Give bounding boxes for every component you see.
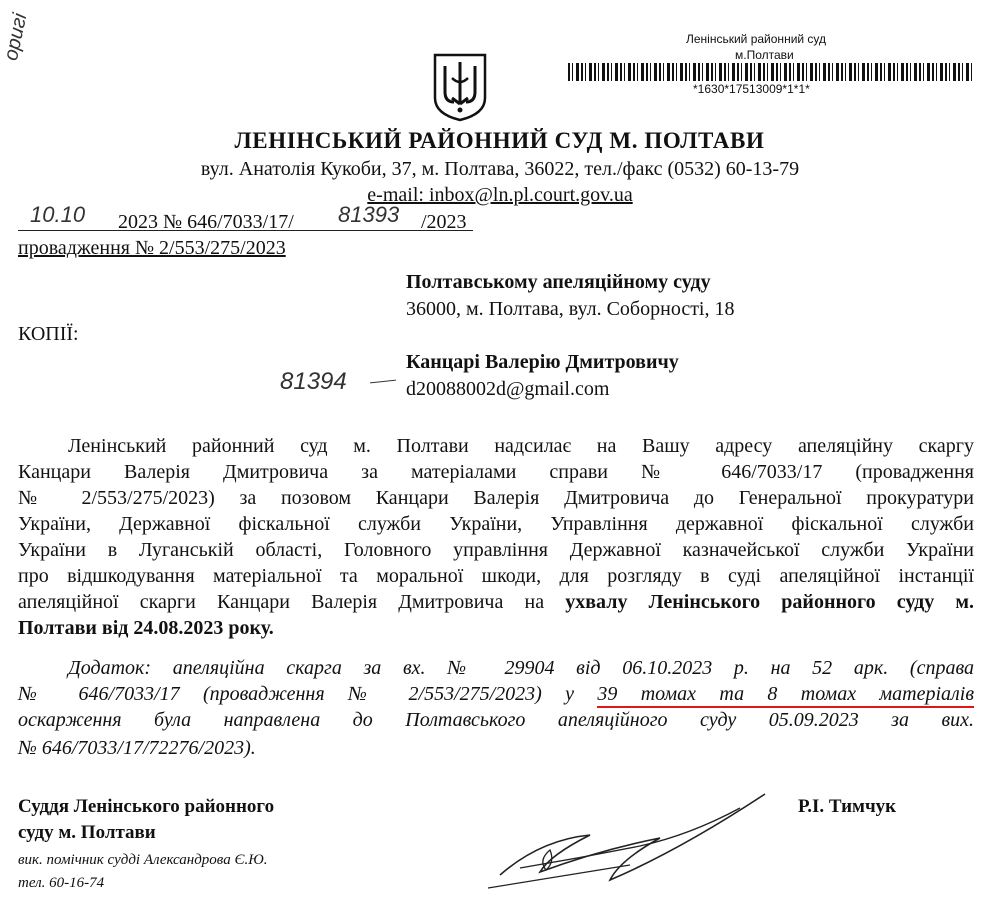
- margin-handwritten-note: оригі: [0, 11, 32, 63]
- addressee-name: Полтавському апеляційному суду: [406, 271, 711, 293]
- signature-position-line-2: суду м. Полтави: [18, 822, 156, 843]
- body-line-2: Канцари Валерія Дмитровича за матеріалами справи № 646/7033/17 (провадження: [18, 461, 974, 483]
- body-line-4: України, Державної фіскальної служби України, Управління державної фіскальної служби: [18, 513, 974, 535]
- handwritten-date: 10.10: [30, 202, 86, 227]
- handwritten-dash: [370, 380, 396, 384]
- executor-line: вик. помічник судді Александрова Є.Ю.: [18, 852, 268, 868]
- reference-year: /2023: [421, 211, 467, 233]
- signature-position-line-1: Суддя Ленінського районного: [18, 796, 275, 817]
- judge-signature: [480, 780, 780, 895]
- attachment-line-2: [18, 682, 974, 708]
- coat-of-arms-emblem: [432, 52, 488, 122]
- body-line-6: про відшкодування матеріальної та моральної шкоди, для розгляду в суді апеляційної інстанції: [18, 565, 974, 587]
- addressee-address: 36000, м. Полтава, вул. Соборності, 18: [406, 298, 735, 320]
- handwritten-reference-number: 81393: [338, 202, 400, 227]
- barcode-number: *1630*17513009*1*1*: [693, 82, 810, 96]
- judge-name: Р.І. Тимчук: [798, 796, 897, 817]
- executor-phone: тел. 60-16-74: [18, 875, 105, 891]
- body-line-1: Ленінський районний суд м. Полтави надсилає на Вашу адресу апеляційну скаргу: [68, 435, 974, 457]
- body-bold-ruling: ухвалу Ленінського районного суду м.: [565, 591, 975, 613]
- attachment-line-3: оскарження була направлена до Полтавського апеляційного суду 05.09.2023 за вих.: [18, 709, 974, 731]
- copy-recipient-name: Канцарі Валерію Дмитровичу: [406, 351, 679, 373]
- stamp-city: м.Полтави: [735, 48, 794, 62]
- court-title: ЛЕНІНСЬКИЙ РАЙОННИЙ СУД М. ПОЛТАВИ: [234, 128, 765, 153]
- body-bold-date: Полтави від 24.08.2023 року.: [18, 617, 274, 639]
- copy-recipient-email: d20088002d@gmail.com: [406, 378, 610, 400]
- copies-label: КОПІЇ:: [18, 323, 79, 345]
- court-address: вул. Анатолія Кукоби, 37, м. Полтава, 36022, тел./факс (0532) 60-13-79: [200, 158, 800, 180]
- body-line-5: України в Луганській області, Головного управління Державної казначейської служби України: [18, 539, 974, 561]
- body-line-7-text: апеляційної скарги Канцари Валерія Дмитровича на: [18, 591, 545, 613]
- stamp-court-name: Ленінський районний суд: [686, 32, 827, 46]
- attachment-line-2-start: № 646/7033/17 (провадження № 2/553/275/2023) у: [18, 683, 575, 705]
- proceeding-number: провадження № 2/553/275/2023: [18, 237, 286, 259]
- body-line-3: № 2/553/275/2023) за позовом Канцари Валерія Дмитровича до Генеральної прокуратури: [18, 487, 974, 509]
- attachment-line-1: Додаток: апеляційна скарга за вх. № 29904 від 06.10.2023 р. на 52 арк. (справа: [68, 657, 974, 679]
- attachment-highlight: 39 томах та 8 томах матеріалів: [597, 683, 974, 708]
- attachment-line-4: № 646/7033/17/72276/2023).: [18, 737, 256, 759]
- handwritten-copy-number: 81394: [280, 368, 347, 395]
- body-line-7: [18, 590, 974, 616]
- barcode: [568, 63, 972, 81]
- court-email: e-mail: inbox@ln.pl.court.gov.ua: [367, 184, 633, 206]
- reference-number: 2023 № 646/7033/17/: [118, 211, 294, 233]
